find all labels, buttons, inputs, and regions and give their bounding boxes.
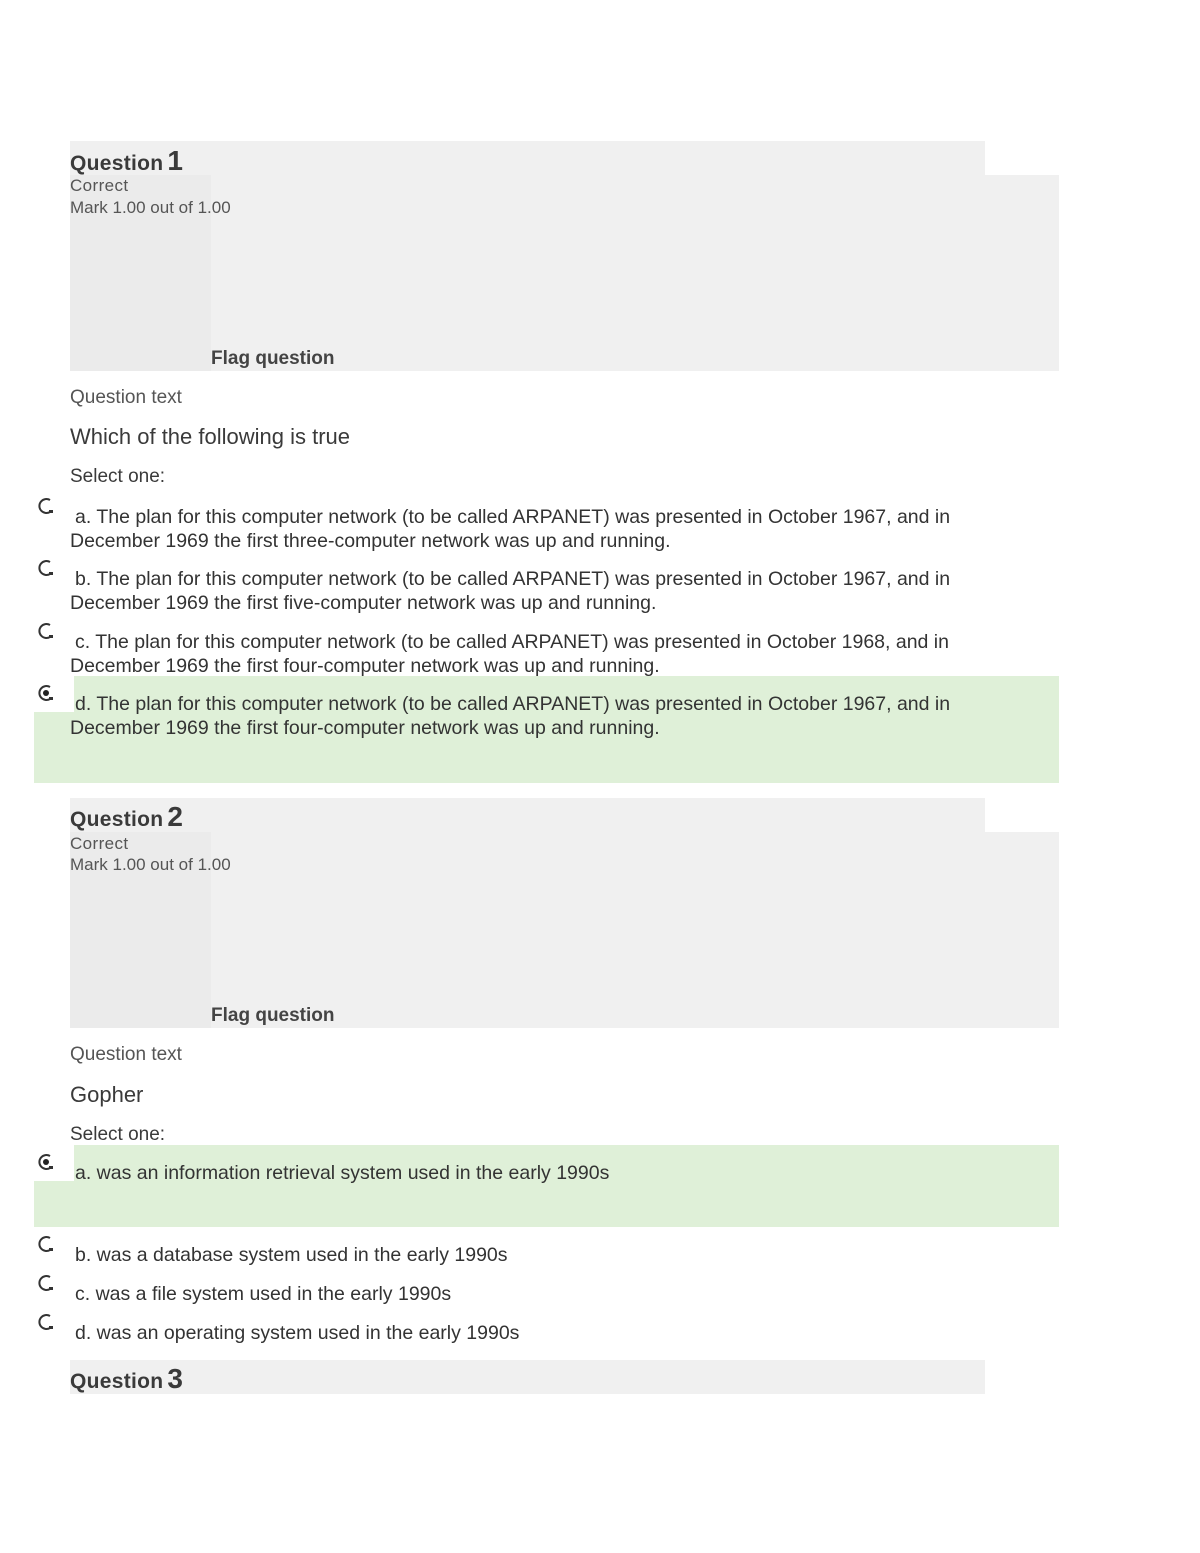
question-number: 2 (167, 801, 184, 832)
question-1-mark: Mark 1.00 out of 1.00 (70, 198, 231, 217)
question-3-header-top (70, 1360, 985, 1394)
question-2-header-top (70, 798, 985, 832)
question-1-flag-button[interactable]: Flag question (211, 348, 335, 369)
question-number: 3 (167, 1363, 184, 1394)
radio-unselected-icon[interactable] (36, 621, 56, 641)
question-2-state: Correct (70, 834, 129, 853)
question-2-answer-c[interactable]: c. was a file system used in the early 1990s (75, 1283, 452, 1305)
question-1-answer-b[interactable]: b. The plan for this computer network (to be called ARPANET) was presented in October 1967, and in December 1969 the first five-computer network was up and running. (70, 568, 951, 614)
radio-unselected-icon[interactable] (36, 558, 56, 578)
question-1-prompt: Which of the following is true (70, 424, 351, 449)
question-1-answer-a[interactable]: a. The plan for this computer network (to be called ARPANET) was presented in October 1967, and in December 1969 the first three-computer network was up and running. (70, 506, 951, 552)
question-1-header-top (70, 141, 985, 175)
question-1-state: Correct (70, 176, 129, 195)
question-title-word: Question (70, 152, 164, 175)
radio-unselected-icon[interactable] (36, 1234, 56, 1254)
question-number: 1 (167, 145, 184, 176)
question-2-answer-d[interactable]: d. was an operating system used in the early 1990s (75, 1322, 520, 1344)
question-2-mark: Mark 1.00 out of 1.00 (70, 855, 231, 874)
question-2-title (70, 801, 183, 833)
question-1-text-label: Question text (70, 387, 182, 408)
radio-unselected-icon[interactable] (36, 496, 56, 516)
question-1-select-label: Select one: (70, 466, 166, 487)
radio-unselected-icon[interactable] (36, 1273, 56, 1293)
question-1-answer-d[interactable]: d. The plan for this computer network (to be called ARPANET) was presented in October 1967, and in December 1969 the first four-computer network was up and running. (70, 693, 951, 739)
question-1-answer-c[interactable]: c. The plan for this computer network (to be called ARPANET) was presented in October 1968, and in December 1969 the first four-computer network was up and running. (70, 631, 949, 677)
question-3-title (70, 1363, 183, 1395)
radio-selected-icon[interactable] (36, 1152, 56, 1172)
question-2-prompt: Gopher (70, 1082, 144, 1107)
question-2-flag-button[interactable]: Flag question (211, 1005, 335, 1026)
radio-unselected-icon[interactable] (36, 1312, 56, 1332)
question-2-select-label: Select one: (70, 1124, 166, 1145)
question-2-correct-highlight-body (34, 1181, 1059, 1227)
question-2-answer-b[interactable]: b. was a database system used in the early 1990s (75, 1244, 508, 1266)
question-2-answer-a[interactable]: a. was an information retrieval system used in the early 1990s (75, 1162, 610, 1184)
question-title-word: Question (70, 1370, 164, 1393)
question-2-text-label: Question text (70, 1044, 182, 1065)
question-1-title (70, 145, 183, 177)
question-title-word: Question (70, 808, 164, 831)
radio-selected-icon[interactable] (36, 683, 56, 703)
